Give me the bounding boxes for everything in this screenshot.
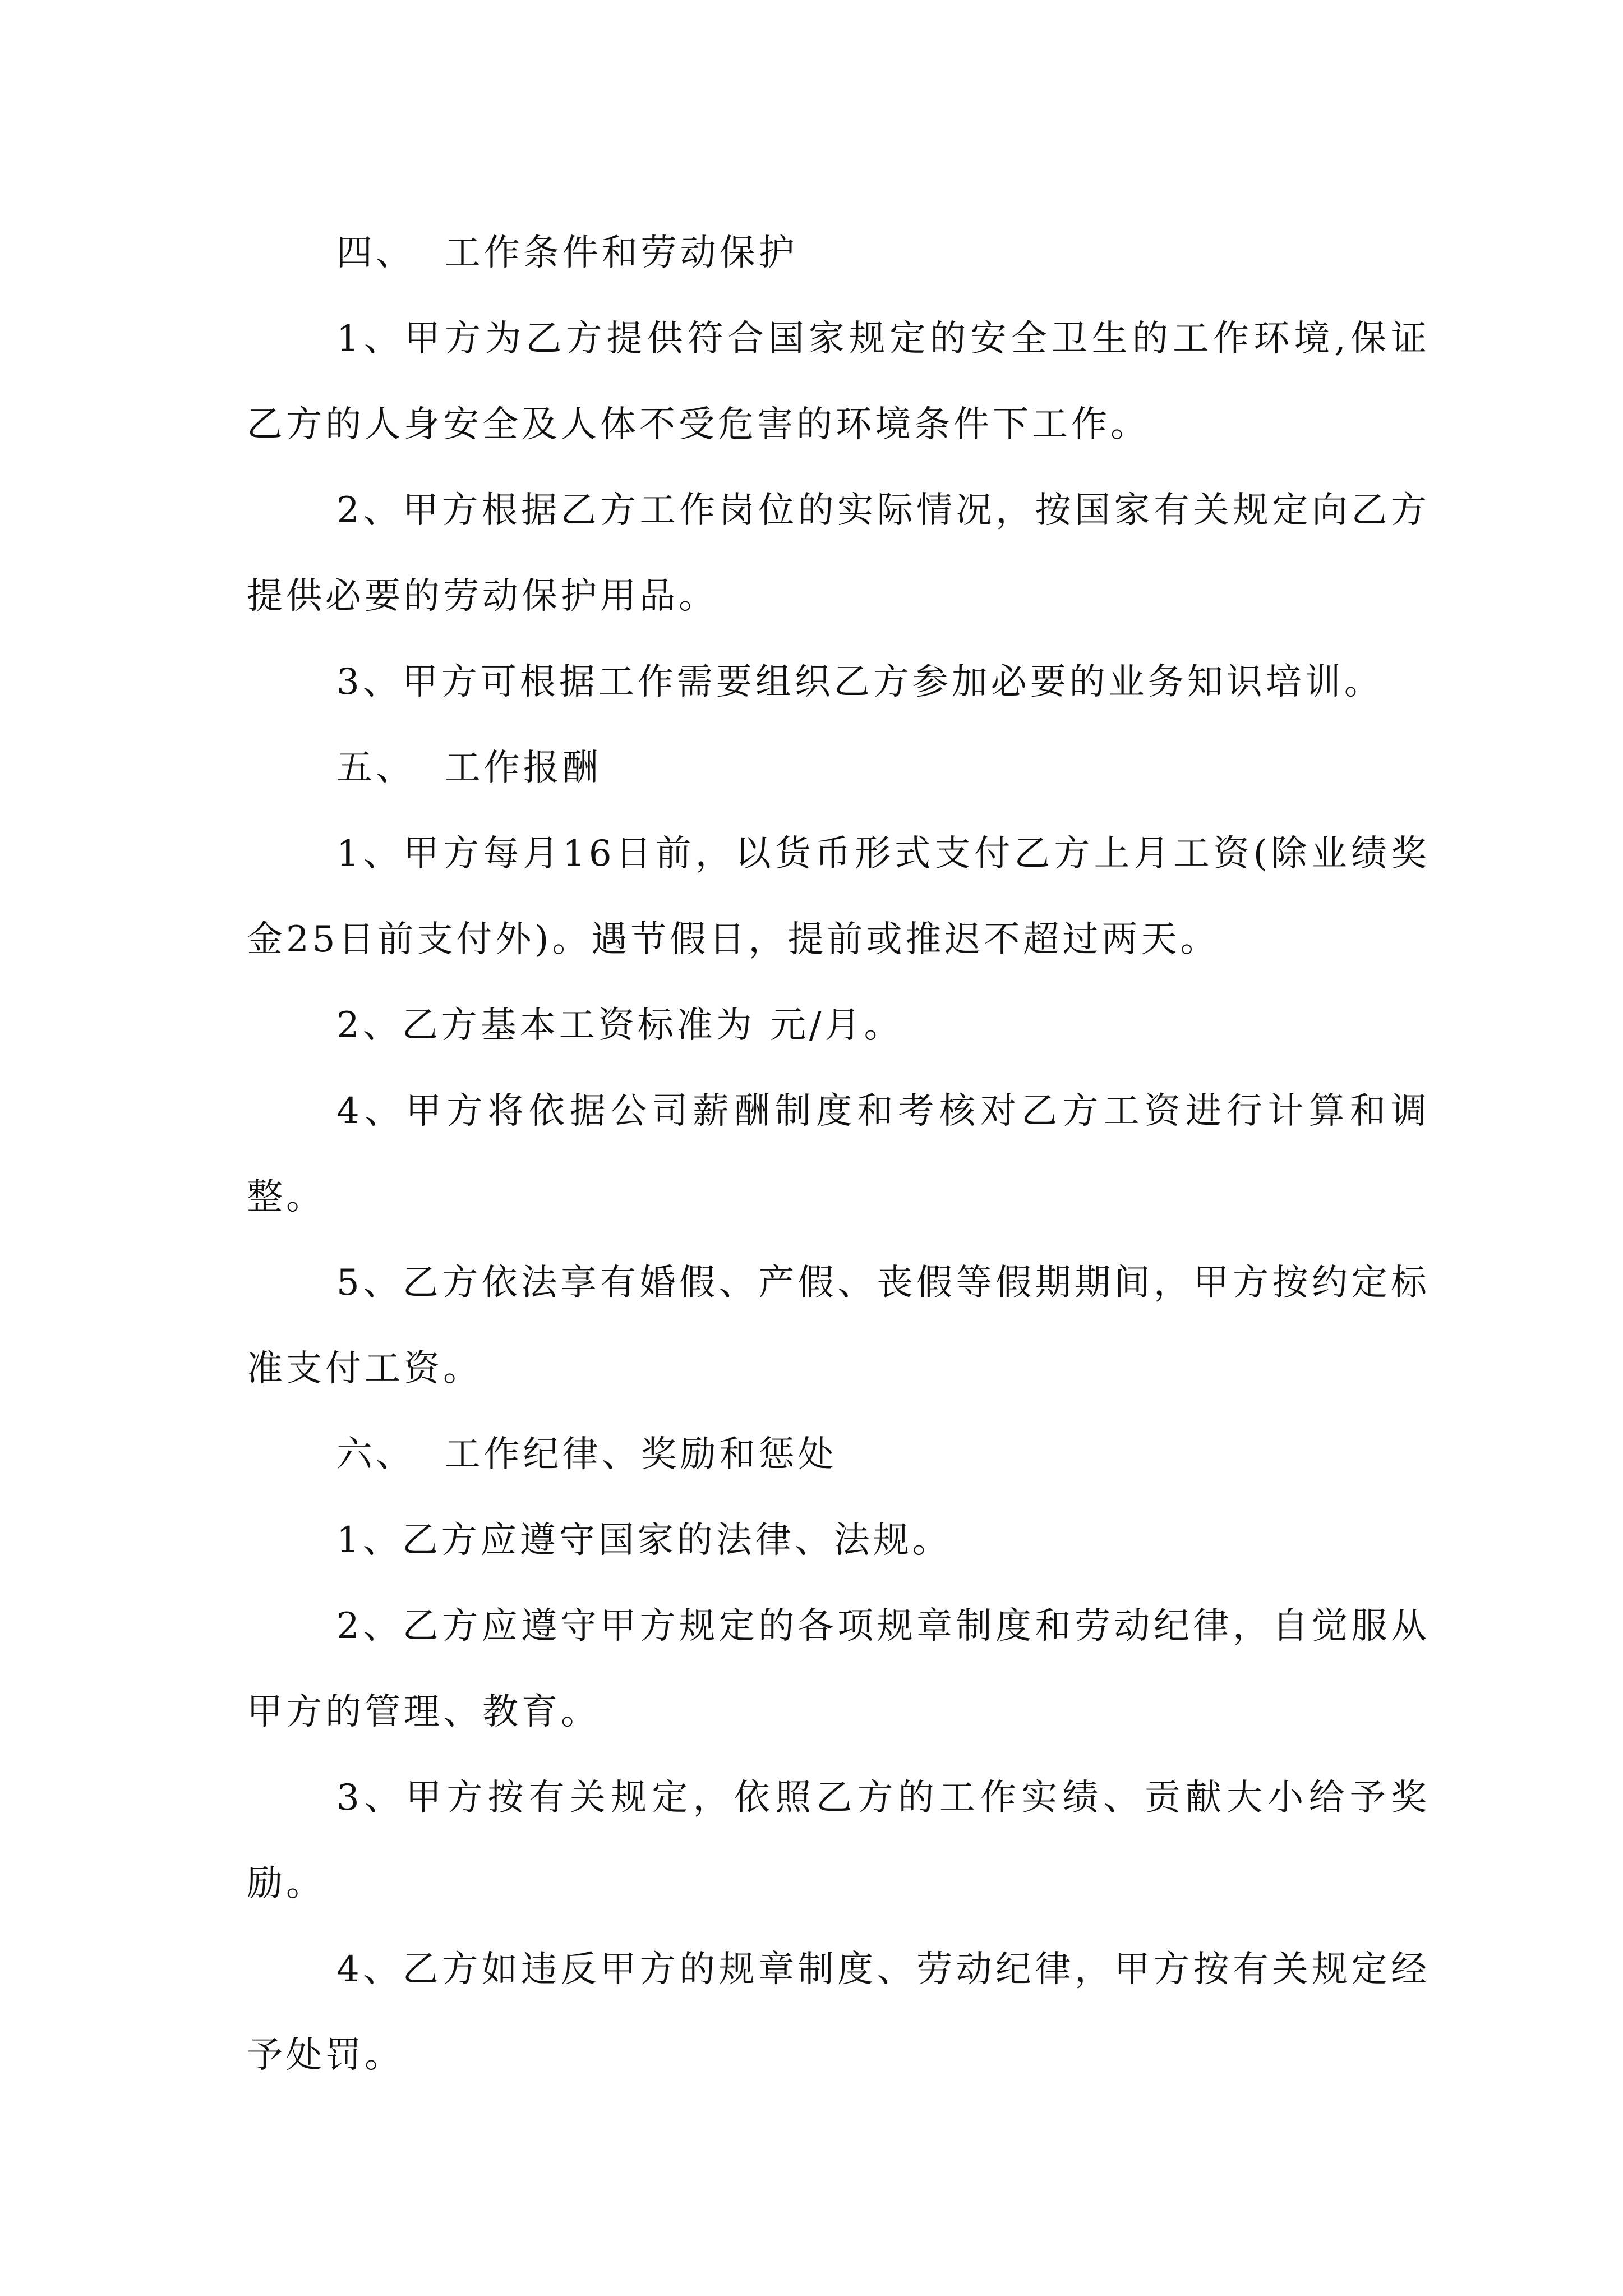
section-heading-discipline: 六、 工作纪律、奖励和惩处 [336,1434,837,1475]
clause-paragraph: 1、乙方应遵守国家的法律、法规。 [336,1520,952,1561]
clause-paragraph: 4、甲方将依据公司薪酬制度和考核对乙方工资进行计算和调整。 [247,1091,1430,1218]
clause-paragraph: 2、乙方应遵守甲方规定的各项规章制度和劳动纪律，自觉服从甲方的管理、教育。 [247,1605,1430,1733]
clause-paragraph: 5、乙方依法享有婚假、产假、丧假等假期期间，甲方按约定标准支付工资。 [247,1262,1430,1389]
clause-paragraph: 4、乙方如违反甲方的规章制度、劳动纪律，甲方按有关规定经予处罚。 [247,1949,1430,2076]
clause-paragraph: 3、甲方可根据工作需要组织乙方参加必要的业务知识培训。 [336,661,1384,703]
clause-paragraph: 1、甲方为乙方提供符合国家规定的安全卫生的工作环境,保证乙方的人身安全及人体不受危害的环境条件下工作。 [247,318,1430,445]
clause-paragraph: 2、甲方根据乙方工作岗位的实际情况，按国家有关规定向乙方提供必要的劳动保护用品。 [247,490,1430,617]
clause-paragraph: 3、甲方按有关规定，依照乙方的工作实绩、贡献大小给予奖励。 [247,1777,1430,1904]
section-heading-work-conditions: 四、 工作条件和劳动保护 [336,232,798,274]
document-body [247,210,1430,2099]
clause-paragraph: 2、乙方基本工资标准为 元/月。 [336,1005,903,1046]
clause-paragraph: 1、甲方每月16日前，以货币形式支付乙方上月工资(除业绩奖金25日前支付外)。遇节假日，提前或推迟不超过两天。 [247,833,1430,960]
section-heading-remuneration: 五、 工作报酬 [336,747,602,789]
